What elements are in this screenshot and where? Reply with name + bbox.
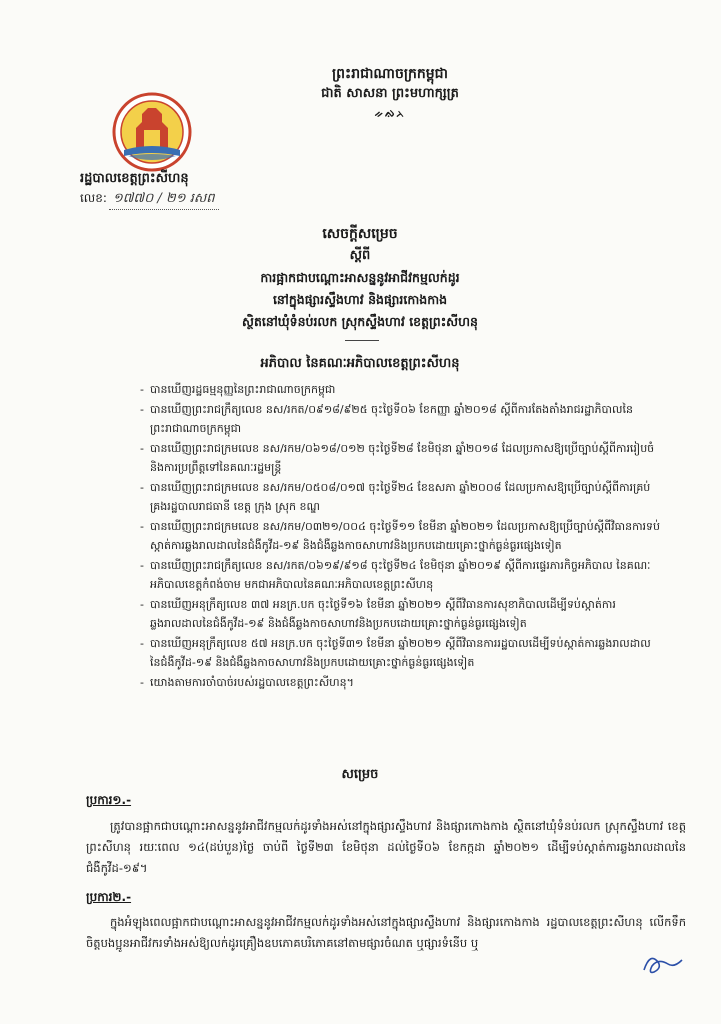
- article-2-label: ប្រការ២.-: [86, 890, 132, 904]
- list-item: - បានឃើញព្រះរាជក្រឹត្យលេខ នស/រកត/០៦១៩/៩១៨ ចុះថ្ងៃទី២៤ ខែមិថុនា ឆ្នាំ២០១៩ ស្តីពីការផ្ទេរភារកិច្ចអភិបាល នៃគណៈអភិបាលខេត្តកំពង់ចាម មកជាអភិបាលនៃគណៈអភិបាលខេត្តព្រះសីហនុ: [140, 559, 651, 591]
- considerations-list: [140, 380, 660, 693]
- list-item: - បានឃើញរដ្ឋធម្មនុញ្ញនៃព្រះរាជាណាចក្រកម្ពុជា: [140, 383, 336, 396]
- motto-ornament: ᨀᨁᨂ: [374, 107, 406, 120]
- issuing-authority: រដ្ឋបាលខេត្តព្រះសីហនុ: [80, 171, 189, 186]
- list-item: - បានឃើញអនុក្រឹត្យលេខ ៣៧ អនក្រ.បក ចុះថ្ងៃទី១៦ ខែមីនា ឆ្នាំ២០២១ ស្តីពីវិធានការសុខាភិបាលដើម្បីទប់ស្កាត់ការឆ្លងរាលដាលនៃជំងឺកូវីដ-១៩ និងជំងឺឆ្លងកាចសាហាវនិងប្រកបដោយគ្រោះថ្នាក់ធ្ងន់ធ្ងរផ្សេងទៀត: [140, 598, 616, 630]
- title-line-5: ស្ថិតនៅឃុំទំនប់រលក ស្រុកស្ទឹងហាវ ខេត្តព្រះសីហនុ: [242, 314, 478, 329]
- list-item: - បានឃើញព្រះរាជក្រមលេខ នស/រកម/០៣២១/០០៤ ចុះថ្ងៃទី១១ ខែមីនា ឆ្នាំ២០២១ ដែលប្រកាសឱ្យប្រើច្បាប់ស្តីពីវិធានការទប់ស្កាត់ការឆ្លងរាលដាលនៃជំងឺកូវីដ-១៩ និងជំងឺឆ្លងកាចសាហាវនិងប្រកបដោយគ្រោះថ្នាក់ធ្ងន់ធ្ងរផ្សេងទៀត: [140, 520, 661, 552]
- decision-heading: សម្រេច: [341, 767, 379, 782]
- authority-heading: អភិបាល នៃគណៈអភិបាលខេត្តព្រះសីហនុ: [260, 356, 460, 371]
- list-item: - បានឃើញព្រះរាជក្រឹត្យលេខ នស/រកត/០៩១៨/៩២៥ ចុះថ្ងៃទី០៦ ខែកញ្ញា ឆ្នាំ២០១៨ ស្តីពីការតែងតាំងរាជរដ្ឋាភិបាលនៃព្រះរាជាណាចក្រកម្ពុជា: [140, 403, 633, 435]
- title-line-3: ការផ្អាកជាបណ្តោះអាសន្ននូវអាជីវកម្មលក់ដូរ: [260, 270, 460, 285]
- article-1-label: ប្រការ១.-: [86, 793, 132, 807]
- kingdom-title: ព្រះរាជាណាចក្រកម្ពុជា: [331, 66, 448, 82]
- provincial-seal-icon: [112, 92, 192, 172]
- national-motto: ជាតិ សាសនា ព្រះមហាក្សត្រ: [321, 86, 459, 101]
- signature-mark-icon: [640, 948, 686, 978]
- article-1-text: ត្រូវបានផ្អាកជាបណ្តោះអាសន្ននូវអាជីវកម្មលក់ដូរទាំងអស់នៅក្នុងផ្សារស្ទឹងហាវ និងផ្សារកោងកាង ស្ថិតនៅឃុំទំនប់រលក ស្រុកស្ទឹងហាវ ខេត្តព្រះសីហនុ រយៈពេល ១៤(ដប់បួន)ថ្ងៃ ចាប់ពី ថ្ងៃទី២៣ ខែមិថុនា ដល់ថ្ងៃទី០៦ ខែកក្កដា ឆ្នាំ២០២១ ដើម្បីទប់ស្កាត់ការឆ្លងរាលដាលនៃជំងឺកូវីដ-១៩។: [86, 819, 686, 875]
- title-divider: [345, 340, 379, 341]
- reference-label: លេខ:: [80, 191, 107, 205]
- list-item: - យោងតាមការចាំបាច់របស់រដ្ឋបាលខេត្តព្រះសីហនុ។: [140, 676, 354, 689]
- title-line-1: សេចក្តីសម្រេច: [322, 226, 398, 242]
- list-item: - បានឃើញព្រះរាជក្រមលេខ នស/រកម/០៦១៨/០១២ ចុះថ្ងៃទី២៨ ខែមិថុនា ឆ្នាំ២០១៨ ដែលប្រកាសឱ្យប្រើច្បាប់ស្តីពីការរៀបចំ និងការប្រព្រឹត្តទៅនៃគណៈរដ្ឋមន្ត្រី: [140, 442, 655, 474]
- decision-title: [170, 223, 550, 333]
- title-line-4: នៅក្នុងផ្សារស្ទឹងហាវ និងផ្សារកោងកាង: [272, 292, 448, 307]
- kingdom-header: [250, 64, 530, 124]
- article-2-text: ក្នុងអំឡុងពេលផ្អាកជាបណ្តោះអាសន្ននូវអាជីវកម្មលក់ដូរទាំងអស់នៅក្នុងផ្សារស្ទឹងហាវ និងផ្សារកោងកាង រដ្ឋបាលខេត្តព្រះសីហនុ លើកទឹកចិត្តបងប្អូនអាជីវករទាំងអស់ឱ្យលក់ដូរគ្រឿងឧបភោគបរិភោគនៅតាមផ្សារចំណត ឬផ្សារទំនើប ឬ: [86, 915, 686, 950]
- reference-value: ១៧៧០ / ២១ រសព: [109, 190, 219, 210]
- title-line-2: ស្តីពី: [349, 248, 371, 263]
- list-item: - បានឃើញព្រះរាជក្រមលេខ នស/រកម/០៥០៨/០១៧ ចុះថ្ងៃទី២៤ ខែឧសភា ឆ្នាំ២០០៨ ដែលប្រកាសឱ្យប្រើច្បាប់ស្តីពីការគ្រប់គ្រងរដ្ឋបាលរាជធានី ខេត្ត ក្រុង ស្រុក ខណ្ឌ: [140, 481, 651, 513]
- reference-number: [80, 190, 219, 210]
- list-item: - បានឃើញអនុក្រឹត្យលេខ ៥៧ អនក្រ.បក ចុះថ្ងៃទី៣១ ខែមីនា ឆ្នាំ២០២១ ស្តីពីវិធានការរដ្ឋបាលដើម្បីទប់ស្កាត់ការឆ្លងរាលដាលនៃជំងឺកូវីដ-១៩ និងជំងឺឆ្លងកាចសាហាវនិងប្រកបដោយគ្រោះថ្នាក់ធ្ងន់ធ្ងរផ្សេងទៀត: [140, 637, 651, 669]
